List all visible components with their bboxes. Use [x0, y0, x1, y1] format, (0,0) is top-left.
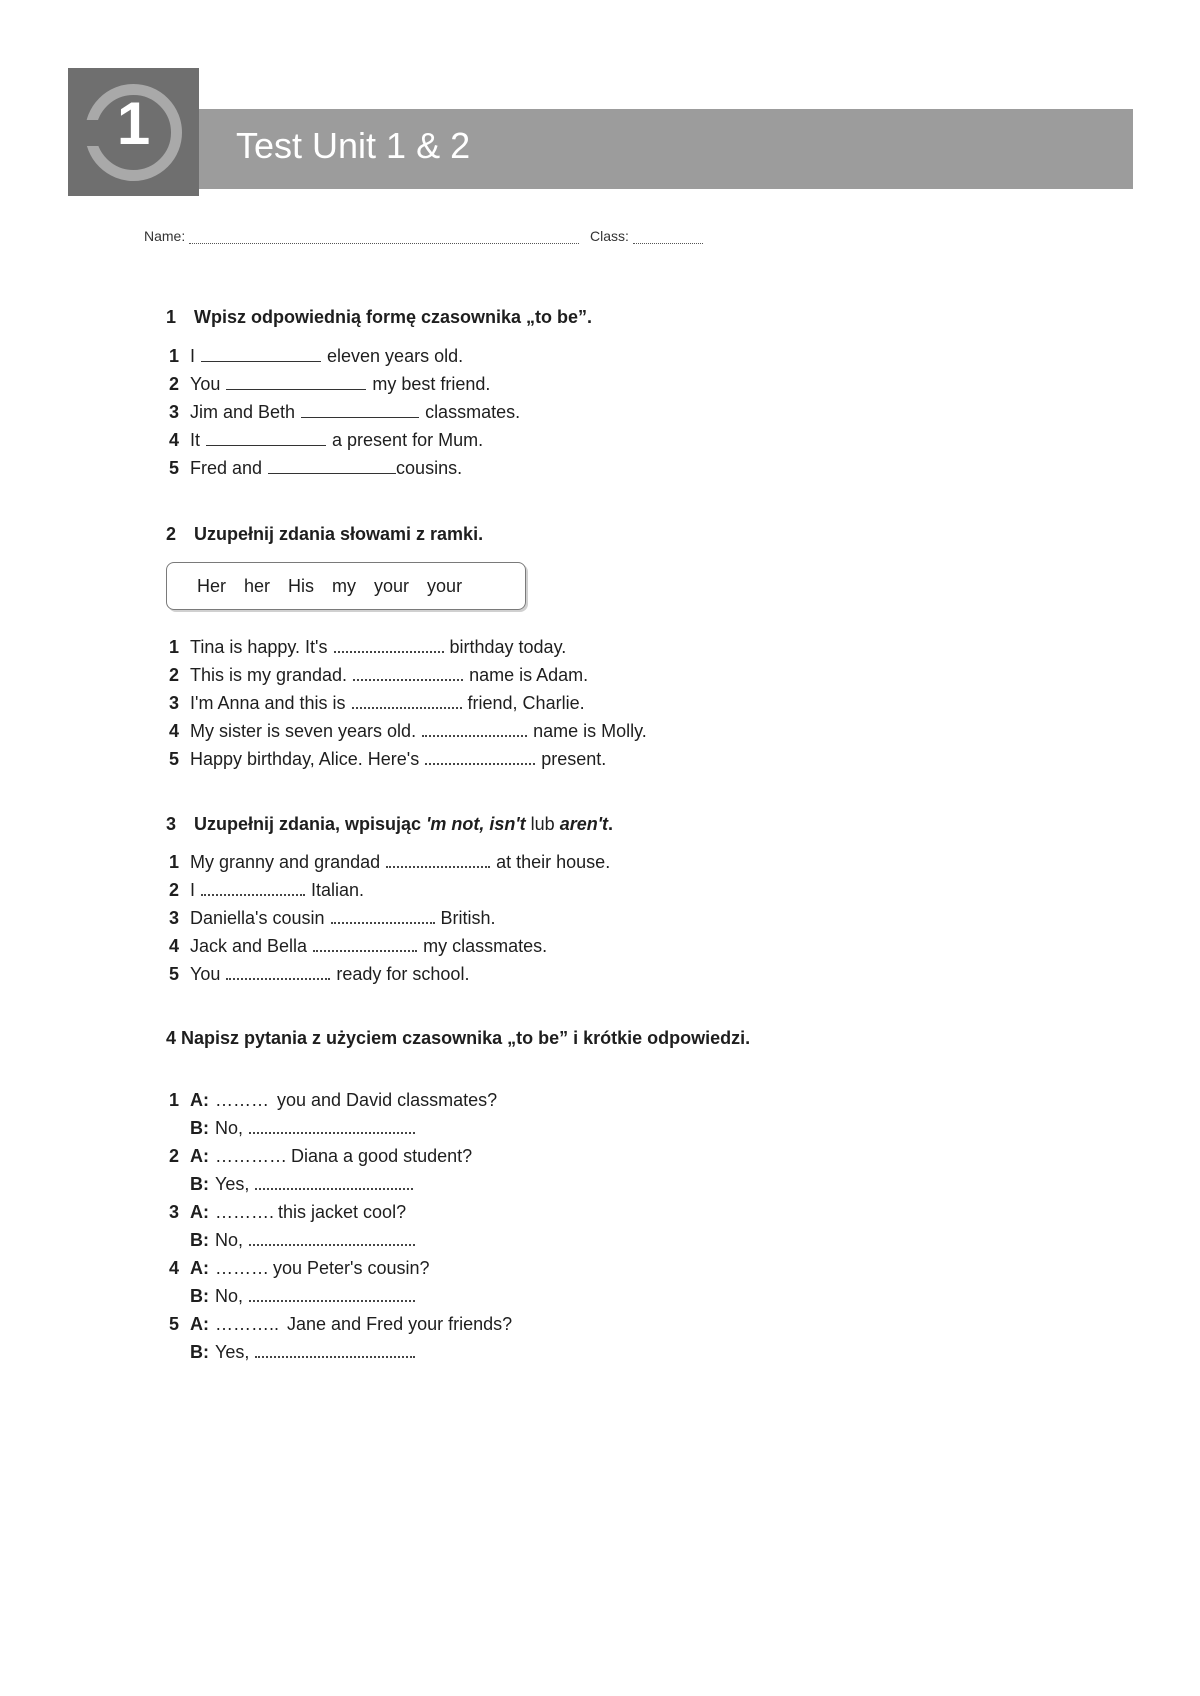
ex4-question: 3 A: ………. this jacket cool?	[169, 1202, 407, 1222]
ex1-item: 4 It a present for Mum.	[169, 430, 484, 450]
answer-blank[interactable]	[353, 665, 463, 681]
ex1-item: 3 Jim and Beth classmates.	[169, 402, 521, 422]
word-box-item: Her	[197, 575, 227, 596]
unit-badge	[68, 68, 199, 196]
answer-blank[interactable]	[249, 1118, 415, 1134]
ex1-item: 5 Fred and cousins.	[169, 458, 463, 478]
question-blank[interactable]: ……….	[215, 1202, 275, 1222]
ex4-question: 4 A: ……… you Peter's cousin?	[169, 1258, 430, 1278]
word-box-item: her	[244, 575, 271, 596]
answer-blank[interactable]	[249, 1286, 415, 1302]
class-field[interactable]	[633, 232, 703, 244]
question-blank[interactable]: ………	[215, 1258, 269, 1278]
answer-blank[interactable]	[255, 1342, 415, 1358]
ex4-answer: B: Yes,	[190, 1342, 421, 1366]
ex1-heading: 1 Wpisz odpowiednią formę czasownika „to be”.	[166, 307, 593, 327]
ex2-item: 2 This is my grandad. name is Adam.	[169, 665, 589, 685]
question-blank[interactable]: …………	[215, 1146, 287, 1166]
answer-blank[interactable]	[386, 852, 490, 868]
word-box-item: your	[374, 575, 410, 596]
ex4-question: 5 A: ……….. Jane and Fred your friends?	[169, 1314, 513, 1334]
ex4-answer: B: Yes,	[190, 1174, 419, 1198]
page-title: Test Unit 1 & 2	[236, 125, 471, 166]
word-box	[166, 562, 526, 610]
answer-blank[interactable]	[352, 693, 462, 709]
answer-blank[interactable]	[334, 637, 444, 653]
class-label: Class:	[590, 228, 629, 244]
ex4-answer: B: No,	[190, 1230, 421, 1254]
answer-blank[interactable]	[226, 374, 366, 390]
ex3-item: 2 I Italian.	[169, 880, 365, 900]
answer-blank[interactable]	[255, 1174, 413, 1190]
ex4-question: 2 A: ………… Diana a good student?	[169, 1146, 473, 1166]
ex4-heading: 4 Napisz pytania z użyciem czasownika „to be” i krótkie odpowiedzi.	[166, 1028, 751, 1048]
answer-blank[interactable]	[226, 964, 330, 980]
name-label: Name:	[144, 228, 186, 244]
answer-blank[interactable]	[201, 346, 321, 362]
ex3-heading: 3 Uzupełnij zdania, wpisując 'm not, isn't lub aren't.	[166, 814, 613, 834]
unit-number: 1	[116, 90, 151, 157]
word-box-item: your	[427, 575, 463, 596]
ex2-item: 5 Happy birthday, Alice. Here's present.	[169, 749, 607, 769]
ex4-answer: B: No,	[190, 1286, 421, 1310]
class-line	[590, 228, 703, 244]
ex1-item: 1 I eleven years old.	[169, 346, 464, 366]
answer-blank[interactable]	[425, 749, 535, 765]
ex2-item: 3 I'm Anna and this is friend, Charlie.	[169, 693, 585, 713]
answer-blank[interactable]	[331, 908, 435, 924]
answer-blank[interactable]	[313, 936, 417, 952]
question-blank[interactable]: ………	[215, 1090, 269, 1110]
ex3-item: 5 You ready for school.	[169, 964, 470, 984]
ex2-item: 4 My sister is seven years old. name is Molly.	[169, 721, 647, 741]
answer-blank[interactable]	[249, 1230, 415, 1246]
answer-blank[interactable]	[268, 458, 396, 474]
word-box-item: His	[288, 575, 315, 596]
name-field[interactable]	[189, 232, 579, 244]
ex4-answer: B: No,	[190, 1118, 421, 1142]
ex3-item: 4 Jack and Bella my classmates.	[169, 936, 548, 956]
question-blank[interactable]: ………..	[215, 1314, 280, 1334]
answer-blank[interactable]	[301, 402, 419, 418]
ex2-heading: 2 Uzupełnij zdania słowami z ramki.	[166, 524, 484, 544]
name-line	[144, 228, 579, 244]
ex4-question: 1 A: ……… you and David classmates?	[169, 1090, 498, 1110]
answer-blank[interactable]	[201, 880, 305, 896]
word-box-item: my	[332, 575, 357, 596]
ex3-item: 3 Daniella's cousin British.	[169, 908, 496, 928]
ex3-item: 1 My granny and grandad at their house.	[169, 852, 611, 872]
ex1-item: 2 You my best friend.	[169, 374, 491, 394]
ex2-item: 1 Tina is happy. It's birthday today.	[169, 637, 567, 657]
title-bar	[199, 109, 1133, 189]
answer-blank[interactable]	[206, 430, 326, 446]
answer-blank[interactable]	[422, 721, 527, 737]
